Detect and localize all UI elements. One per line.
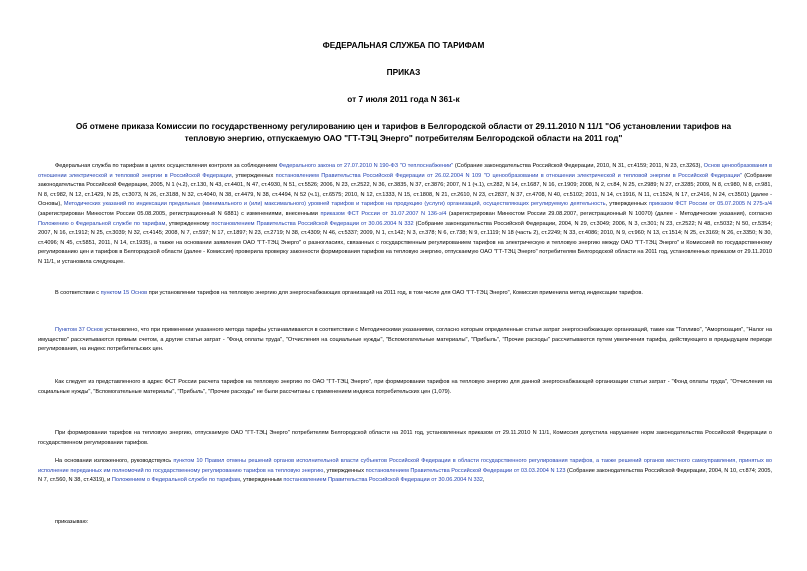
- paragraph-calculation: [38, 378, 772, 397]
- text: установлено, что при применении указанного метода тарифы устанавливаются в соответствии с Методическими указаниями, согласно которым определенные статьи затрат энергоснабжающих организаций, такие как "Топливо", "Амортизация", "Налог на имущество" рассчитываются прямым счетом, а другие статьи затрат - "Фонд оплаты труда", "Отчисления на социальные нужды", "Вспомогательные материалы", "Прибыль", "Прочие расходы" рассчитываются путем увеличения тарифа, действующего в предыдущем периоде регулирования, на индекс потребительских цен.: [38, 327, 772, 353]
- text: (Собрание законодательства Российской Федерации, 2004, N 10, ст.874; 2005, N 7, ст.560, N 38, ст.4319), и: [38, 467, 772, 484]
- cancellation-rules-link[interactable]: пунктом 10 Правил отмены решений органов исполнительной власти субъектов Российской Федерации в области государственного регулирования тарифов, а также решений органов местного самоуправления, принятых во исполнение переданных им полномочий по государственному регулированию тарифов на тепловую энергию: [38, 458, 772, 474]
- law-190-fz-link[interactable]: Федерального закона от 27.07.2010 N 190-ФЗ "О теплоснабжении": [278, 163, 454, 169]
- order-136-link[interactable]: приказом ФСТ России от 31.07.2007 N 136-э/4: [320, 210, 447, 217]
- text: приказываю:: [55, 519, 89, 525]
- resolution-123-link[interactable]: постановлением Правительства Российской Федерации от 03.03.2004 N 123: [365, 467, 566, 474]
- text: В соответствии с: [55, 290, 101, 296]
- text: при установлении тарифов на тепловую энергию для энергоснабжающих организаций на 2011 год, в том числе для ОАО "ГТ-ТЭЦ Энерго", Комиссия применила метод индексации тарифов.: [147, 290, 643, 296]
- paragraph-indexation-method: [38, 289, 772, 299]
- agency-name: ФЕДЕРАЛЬНАЯ СЛУЖБА ПО ТАРИФАМ: [322, 40, 485, 50]
- paragraph-preamble: [38, 162, 772, 268]
- paragraph-clause-37: [38, 326, 772, 355]
- resolution-109-link[interactable]: постановлением Правительства Российской Федерации от 26.02.2004 N 109 "О ценообразовании в отношении электрической и тепловой энергии в Российской Федерации": [275, 172, 742, 179]
- text: (Собрание законодательства Российской Федерации, 2004, N 29, ст.3049; 2006, N 3, ст.301; N 23, ст.2522; N 48, ст.5032; N 50, ст.5354; 2007, N 16, ст.1912; N 25, ст.3039; N 32, ст.4145; 2008, N 7, ст.597; N 17, ст.1897; N 23, ст.2719; N 38, ст.4309; N 46, ст.5337; 2009, N 1, ст.142; N 3, ст.378; N 6, ст.738; N 9, ст.1119; N 18 (часть 2), ст.2249; N 33, ст.4086; 2010, N 9, ст.960; N 13, ст.1514; N 25, ст.3169; N 26, ст.3350; N 30, ст.4096; N 45, ст.5851, 2011, N 14, ст.1935), а также на основании заявления ОАО "ГТ-ТЭЦ Энерго" о разногласиях, связанных с государственным регулированием тарифов на электрическую и тепловую энергию между ОАО "ГТ-ТЭЦ Энерго" и Комиссией по государственному регулированию цен и тарифов в Белгородской области (далее - Комиссия) проверила проверку законности формирования тарифов на тепловую энергию, отпускаемую ОАО "ГТ-ТЭЦ Энерго" потребителям Белгородской области на 2011 год, установленных приказом от 29.11.2010 N 11/1, и установила следующее.: [38, 220, 772, 265]
- pricing-basics-link[interactable]: Основ ценообразования в отношении электрической и тепловой энергии в Российской Федерации: [38, 163, 772, 179]
- resolution-332-link[interactable]: постановлением Правительства Российской Федерации от 30.06.2004 N 332: [283, 477, 483, 484]
- title-line-2: тепловую энергию, отпускаемую ОАО "ГТ-ТЭЦ Энерго" потребителям Белгородской области на 2011 год": [184, 133, 623, 143]
- fst-regulation-link[interactable]: Положению о Федеральной службе по тарифам: [38, 220, 166, 227]
- paragraph-violation: [38, 429, 772, 448]
- document-type: ПРИКАЗ: [386, 67, 421, 77]
- text: , утвержденных: [605, 201, 649, 208]
- order-275-link[interactable]: приказом ФСТ России от 05.07.2005 N 275-э/4: [648, 201, 772, 208]
- text: ,: [482, 477, 485, 484]
- text: , утвержденным: [240, 477, 284, 484]
- title-line-1: Об отмене приказа Комиссии по государственному регулированию цен и тарифов в Белгородской области от 29.11.2010 N 11/1 "Об установлении тарифов на: [75, 121, 732, 131]
- paragraph-basis: [38, 457, 772, 486]
- text: , утвержденному: [165, 220, 212, 227]
- clause-37-link[interactable]: Пунктом 37 Основ: [55, 327, 103, 333]
- text: На основании изложенного, руководствуясь: [55, 458, 174, 464]
- text: , утвержденных: [231, 172, 276, 179]
- text: (зарегистрирован Минюстом России 29.08.2007, регистрационный N 10070) (далее - Методические указания), согласно: [446, 210, 772, 217]
- text: Федеральная служба по тарифам в целях осуществления контроля за соблюдением: [55, 163, 279, 169]
- clause-15-link[interactable]: пунктом 15 Основ: [100, 290, 148, 296]
- document-date: от 7 июля 2011 года N 361-к: [347, 94, 460, 104]
- document-title: [46, 120, 761, 144]
- methodical-guidelines-link[interactable]: Методических указаний по индексации предельных (минимального и (или) максимального) уровней тарифов и тарифов на продукцию (услуги) организаций, осуществляющих регулируемую деятельность: [63, 201, 606, 208]
- text: Как следует из представленного в адрес ФСТ России расчета тарифов на тепловую энергию по ОАО "ГТ-ТЭЦ Энерго", при формировании тарифов на тепловую энергию для данной энергоснабжающей организации статьи затрат - "Фонд оплаты труда", "Отчисления на социальные нужды", "Вспомогательные материалы", "Прибыль", "Прочие расходы" не были рассчитаны с применением индекса потребительских цен (1,079).: [38, 379, 772, 395]
- text: (зарегистрирован Минюстом России 05.08.2005, регистрационный N 6881) с изменениями, внесенными: [38, 210, 321, 217]
- text: (Собрание законодательства Российской Федерации, 2010, N 31, ст.4159; 2011, N 23, ст.3263),: [453, 163, 704, 169]
- text: (Собрание законодательства Российской Федерации, 2005, N 1 (ч.2), ст.130, N 43, ст.4401, N 47, ст.4930, N 51, ст.5526; 2006, N 23, ст.2522, N 36, ст.3835, N 37, ст.3876; 2007, N 1 (ч.1), ст.282, N 14, ст.1687, N 16, ст.1909; 2008, N 2, ст.84, N 25, ст.2989; N 27, ст.3285; 2009, N 8, ст.980, N 8, ст.981, N 8, ст.982, N 12, ст.1429, N 25, ст.3073, N 26, ст.3188, N 32, ст.4040, N 38, ст.4479, N 38, ст.4494, N 52 (ч.1), ст.6575; 2010, N 12, ст.1333, N 15, ст.1808, N 21, ст.2610, N 23, ст.2837, N 37, ст.4708, N 40, ст.5102; 2011, N 14, ст.1916, N 11, ст.1524, N 17, ст.2416, N 24, ст.3501) (далее - Основы),: [38, 172, 772, 208]
- text: При формировании тарифов на тепловую энергию, отпускаемую ОАО "ГТ-ТЭЦ Энерго" потребителям Белгородской области на 2011 год, установленных приказом от 29.11.2010 N 11/1, Комиссия допустила нарушение норм законодательства Российской Федерации о государственном регулировании тарифов.: [38, 430, 772, 446]
- resolution-332-link[interactable]: постановлением Правительства Российской Федерации от 30.06.2004 N 332: [211, 220, 414, 227]
- fst-regulation-link[interactable]: Положением о Федеральной службе по тарифам: [111, 477, 241, 484]
- paragraph-order: [38, 518, 772, 528]
- text: , утвержденных: [323, 467, 366, 474]
